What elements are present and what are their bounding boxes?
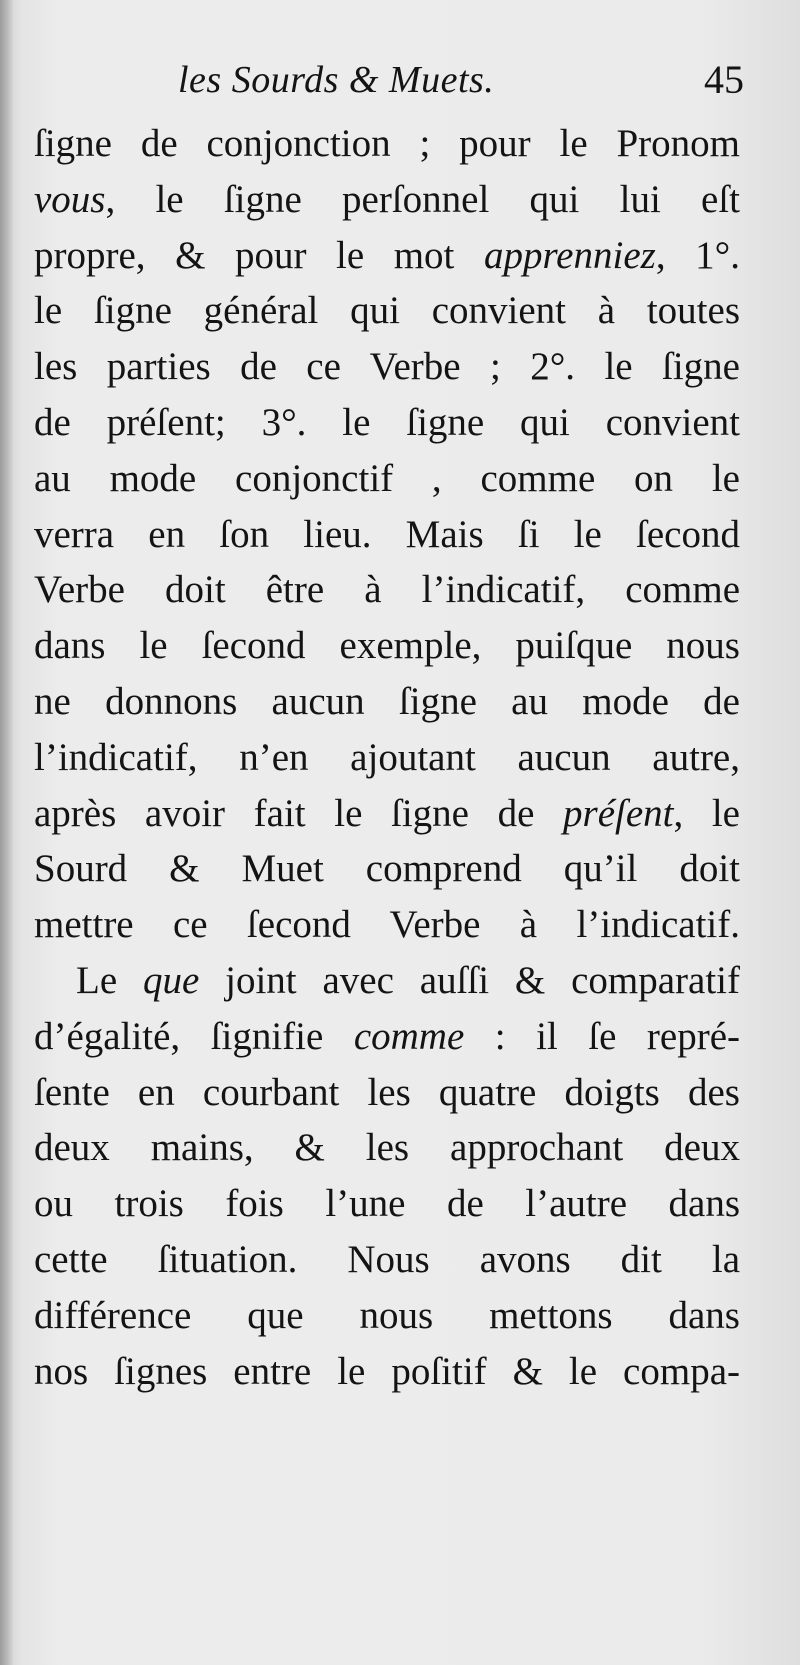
text-line [34, 1288, 740, 1344]
text-segment: : il ſe repré- [464, 1014, 740, 1058]
text-segment: ſente en courbant les quatre doigts des [34, 1070, 740, 1114]
text-segment: , 1°. [655, 233, 740, 277]
text-line [34, 841, 740, 897]
text-segment: joint avec auſſi & comparatif [199, 958, 740, 1002]
text-line [34, 1344, 740, 1400]
text-line [34, 451, 740, 507]
text-line [34, 786, 740, 842]
running-title: les Sourds & Muets. [178, 59, 495, 101]
text-line [34, 674, 740, 730]
text-line [34, 618, 740, 674]
page-number: 45 [704, 57, 744, 102]
text-line [34, 953, 740, 1009]
text-line [34, 730, 740, 786]
italic-word: préſent [563, 791, 674, 835]
text-line [34, 339, 740, 395]
text-line [34, 562, 740, 618]
italic-word: comme [353, 1014, 465, 1058]
text-segment: , le ſigne perſonnel qui lui eſt [105, 177, 740, 221]
text-line [34, 1176, 740, 1232]
text-line [34, 1232, 740, 1288]
text-segment: deux mains, & les approchant deux [34, 1126, 740, 1170]
text-segment: Le [76, 958, 143, 1002]
text-segment: après avoir fait le ſigne de [34, 791, 564, 835]
body-text [34, 116, 740, 1399]
text-segment: Sourd & Muet comprend qu’il doit [34, 847, 740, 891]
text-segment: de préſent; 3°. le ſigne qui convient [34, 400, 740, 444]
text-segment: verra en ſon lieu. Mais ſi le ſecond [34, 512, 740, 556]
text-segment: l’indicatif, n’en ajoutant aucun autre, [34, 735, 740, 779]
text-segment: les parties de ce Verbe ; 2°. le ſigne [34, 345, 740, 389]
text-line [34, 116, 740, 172]
italic-word: apprenniez [483, 233, 656, 277]
text-segment: ou trois fois l’une de l’autre dans [34, 1182, 740, 1226]
gutter-shadow [0, 0, 14, 1665]
text-line [34, 172, 740, 228]
text-segment: mettre ce ſecond Verbe à l’indicatif. [34, 903, 740, 947]
text-segment: , le [673, 791, 740, 835]
text-segment: ne donnons aucun ſigne au mode de [34, 679, 740, 723]
text-segment: au mode conjonctif , comme on le [34, 456, 740, 500]
text-segment: nos ſignes entre le poſitif & le compa- [34, 1349, 740, 1393]
text-segment: cette ſituation. Nous avons dit la [34, 1237, 740, 1281]
text-segment: le ſigne général qui convient à toutes [34, 289, 740, 333]
text-line [34, 1065, 740, 1121]
text-segment: d’égalité, ſignifie [34, 1014, 354, 1058]
italic-word: vous [34, 177, 106, 221]
text-segment: propre, & pour le mot [34, 233, 484, 277]
text-line [34, 1009, 740, 1065]
text-line [34, 1120, 740, 1176]
running-head [36, 52, 744, 108]
italic-word: que [142, 958, 200, 1002]
text-segment: différence que nous mettons dans [34, 1293, 740, 1337]
text-line [34, 228, 740, 284]
text-segment: Verbe doit être à l’indicatif, comme [34, 568, 740, 612]
text-line [34, 283, 740, 339]
text-segment: dans le ſecond exemple, puiſque nous [34, 624, 740, 668]
text-line [34, 395, 740, 451]
text-line [34, 507, 740, 563]
text-segment: ſigne de conjonction ; pour le Pronom [34, 122, 740, 165]
text-line [34, 897, 740, 953]
